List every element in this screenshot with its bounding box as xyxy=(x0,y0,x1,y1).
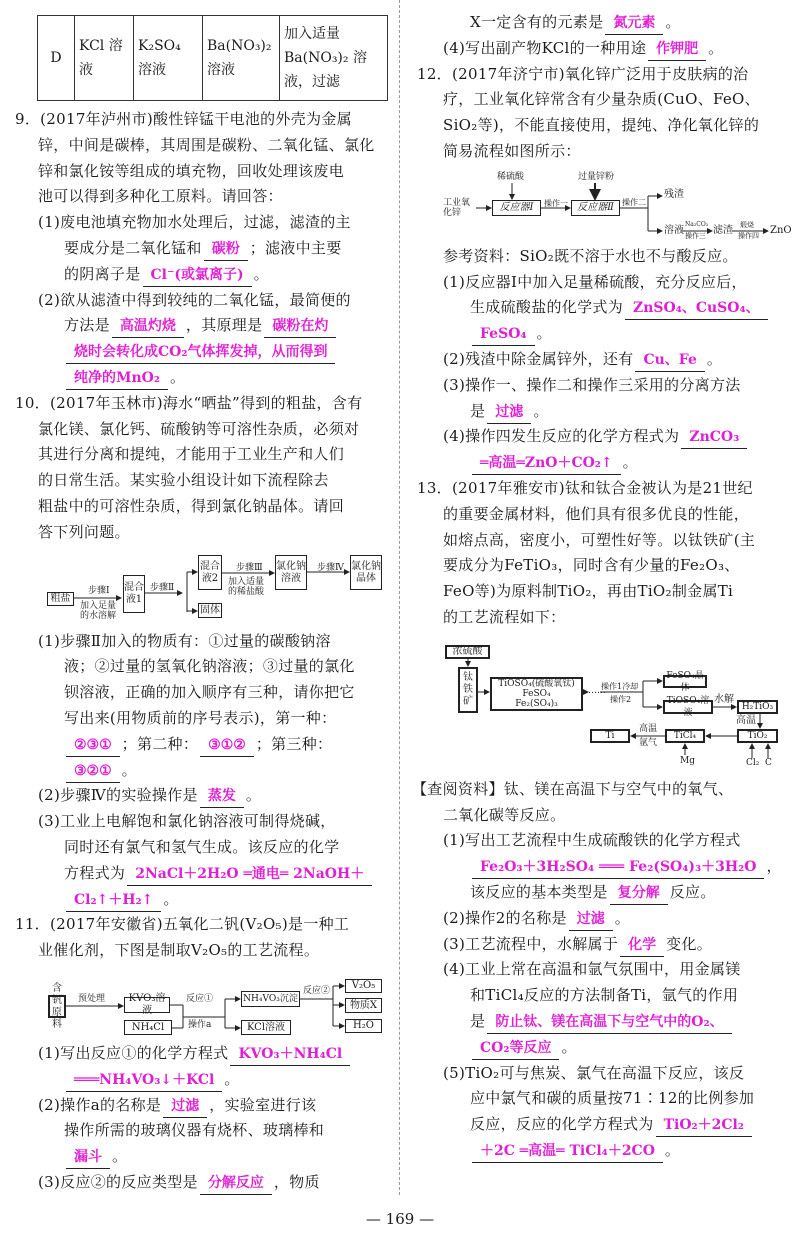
box-crude-salt: 粗盐 xyxy=(47,592,74,606)
text-segment: (3)工艺流程中，水解属于 xyxy=(443,934,619,953)
text-line xyxy=(64,235,342,261)
text-segment: 。 xyxy=(245,786,262,805)
label-argon: 氩气 xyxy=(639,738,658,748)
label-op1: 操作一 xyxy=(544,199,568,208)
text-line xyxy=(443,931,712,957)
text-line xyxy=(470,294,770,320)
text-line xyxy=(443,35,723,61)
text-segment: 的日常生活。某实验小组设计如下流程除去 xyxy=(38,471,329,490)
text-line xyxy=(443,423,749,449)
text-segment: 参考资料：SiO₂既不溶于水也不与酸反应。 xyxy=(443,246,738,265)
table-cell: D xyxy=(38,16,75,101)
answer-blank: 烧时会转化成CO₂气体挥发掉，从而得到 xyxy=(66,342,335,364)
table-cell: KCl 溶液 xyxy=(75,16,134,101)
column-divider xyxy=(399,0,400,1195)
text-line xyxy=(38,287,351,313)
answer-blank: Cl⁻(或氯离子) xyxy=(143,265,252,287)
text-segment: 的重要金属材料，他们具有很多优良的性能， xyxy=(443,504,750,523)
text-line xyxy=(470,853,782,879)
text-line xyxy=(443,112,759,138)
label-op1: 操作1冷却 xyxy=(601,682,639,691)
text-segment: (3)操作一、操作二和操作三采用的分离方法 xyxy=(443,375,741,394)
text-line xyxy=(470,1034,577,1060)
answer-blank: 化学 xyxy=(620,935,664,957)
text-line xyxy=(470,320,552,346)
answer-blank: ＋2C ═高温═ TiCl₄＋2CO xyxy=(472,1141,663,1163)
text-segment: ；滤液中主要 xyxy=(249,239,342,257)
label-op2: 操作二 xyxy=(622,198,646,207)
text-line xyxy=(470,449,638,475)
text-segment: 13．(2017年雅安市)钛和钛合金被认为是21世纪 xyxy=(417,479,753,497)
text-segment: 疗，工业氧化锌常含有少量杂质(CuO、FeO、 xyxy=(443,90,760,109)
text-segment: 答下列问题。 xyxy=(38,522,130,541)
text-segment: SiO₂等)，不能直接使用，提纯、净化氧化锌的 xyxy=(443,116,760,135)
answer-blank: 防止钛、镁在高温下与空气中的O₂、 xyxy=(487,1012,731,1034)
answer-blank: 碳粉在灼 xyxy=(264,316,336,338)
label-reaction2: 反应② xyxy=(303,986,331,996)
question-line xyxy=(15,106,352,132)
text-line xyxy=(443,346,722,372)
text-segment: 反应，反应的化学方程式为 xyxy=(470,1115,654,1134)
label-step2: 步骤Ⅱ xyxy=(150,583,175,593)
text-segment: 同时还有氯气和氢气生成。该反应的化学 xyxy=(64,838,340,856)
text-line xyxy=(443,86,760,112)
text-segment: 。 xyxy=(536,324,552,343)
text-segment: 写出来(用物质前的序号表示)，第一种： xyxy=(64,709,337,727)
text-line xyxy=(38,937,319,963)
text-segment: (1)反应器Ⅰ中加入足量稀硫酸，充分反应后， xyxy=(443,272,747,291)
page-number: — 169 — xyxy=(365,1210,435,1228)
box-kcl: KCl溶液 xyxy=(241,1020,291,1035)
text-line xyxy=(64,261,269,287)
text-line xyxy=(64,1117,324,1143)
answer-blank: 过滤 xyxy=(487,402,531,424)
text-segment: 其进行分离和提纯，才能用于工业生产和人们 xyxy=(38,445,345,464)
text-segment: 。 xyxy=(665,13,681,31)
label-zinc: 过量锌粉 xyxy=(578,172,615,182)
question-line xyxy=(15,911,349,937)
text-segment: 12．(2017年济宁市)氧化锌广泛用于皮肤病的治 xyxy=(417,64,749,83)
answer-blank: 2NaCl＋2H₂O ═通电═ 2NaOH＋ xyxy=(127,864,372,886)
answer-blank: ③②① xyxy=(66,761,120,783)
label-cl2: Cl₂ xyxy=(746,758,760,768)
text-segment: 。 xyxy=(163,889,179,908)
text-line xyxy=(443,372,741,398)
text-line xyxy=(38,158,344,184)
box-kvo3: KVO₃溶液 xyxy=(124,997,170,1013)
answer-blank: ②③① xyxy=(66,735,120,757)
label-step3-note: 加入适量的稀盐酸 xyxy=(228,577,265,597)
text-segment: (1)写出工艺流程中生成硫酸铁的化学方程式 xyxy=(443,831,741,850)
text-segment: FeO等)为原料制TiO₂，再由TiO₂制金属Ti xyxy=(443,582,734,601)
answer-blank: ═高温═ZnO＋CO₂↑ xyxy=(472,453,621,475)
box-h2o: H₂O xyxy=(345,1019,382,1033)
text-line xyxy=(38,493,344,519)
text-segment: 11．(2017年安徽省)五氧化二钒(V₂O₅)是一种工 xyxy=(15,915,350,934)
text-line xyxy=(64,705,336,731)
answer-blank: TiO₂＋2Cl₂ xyxy=(656,1115,752,1137)
label-solution: 溶液 xyxy=(664,225,684,236)
text-segment: 要成分为FeTiO₃，同时含有少量的Fe₂O₃、 xyxy=(443,556,740,575)
answer-blank: Cl₂↑＋H₂↑ xyxy=(66,890,161,912)
answer-blank: 复分解 xyxy=(610,883,668,905)
box-reactor2: 反应器Ⅱ xyxy=(571,200,620,216)
box-mixture xyxy=(490,677,583,711)
label-operation-a: 操作a xyxy=(188,1020,212,1030)
text-segment: 。 xyxy=(533,401,549,420)
text-segment: 。 xyxy=(170,368,186,386)
box-solid: 固体 xyxy=(198,603,222,618)
text-segment: 业催化剂，下图是制取V₂O₅的工艺流程。 xyxy=(38,941,320,960)
text-line xyxy=(470,1085,754,1111)
answer-blank: 纯净的MnO₂ xyxy=(66,368,168,390)
answer-blank: KVO₃＋NH₄Cl xyxy=(230,1044,350,1066)
answer-blank: ═══NH₄VO₃↓＋KCl xyxy=(66,1070,222,1092)
text-line xyxy=(443,802,565,828)
box-ticl4: TiCl₄ xyxy=(665,729,705,743)
label-residue: 残渣 xyxy=(664,189,684,200)
mixture-line: FeSO₄ xyxy=(522,689,551,699)
box-tio2: TiO₂ xyxy=(737,729,778,743)
options-table xyxy=(37,15,388,101)
answer-blank: 蒸发 xyxy=(200,786,244,808)
label-step3: 步骤Ⅲ xyxy=(236,563,263,573)
text-segment: (2)残渣中除金属锌外，还有 xyxy=(443,350,634,368)
box-ore: 钛铁矿 xyxy=(458,667,478,713)
answer-blank: 过滤 xyxy=(569,909,613,931)
text-line xyxy=(64,757,137,783)
text-segment: 。 xyxy=(112,1147,128,1166)
text-line xyxy=(64,1066,240,1092)
text-line xyxy=(64,834,339,860)
table-row xyxy=(38,16,388,101)
answer-blank: 高温灼烧 xyxy=(112,316,184,338)
text-segment: 要成分是二氧化锰和 xyxy=(64,239,202,257)
mixture-line: TiOSO₄(硫酸氧钛) xyxy=(498,679,575,689)
text-line xyxy=(443,269,747,295)
text-segment: 的阴离子是 xyxy=(64,264,141,283)
answer-blank: 碳粉 xyxy=(204,239,248,261)
text-segment: 。 xyxy=(614,908,631,927)
label-c: C xyxy=(765,758,772,768)
text-line xyxy=(470,1137,680,1163)
text-segment: 锌，中间是碳棒，其周围是碳粉、二氧化锰、氯化 xyxy=(38,135,375,154)
text-line xyxy=(443,552,740,578)
text-segment: 钡溶液，正确的加入顺序有三种，请你把它 xyxy=(64,683,355,702)
text-segment: 液；②过量的氢氧化钠溶液；③过量的氯化 xyxy=(64,657,355,676)
text-segment: 是 xyxy=(470,401,486,420)
text-line xyxy=(38,209,351,235)
table-cell: Ba(NO₃)₂ 溶液 xyxy=(203,16,280,101)
text-line xyxy=(470,1111,754,1137)
label-hydrolysis: 水解 xyxy=(714,694,734,705)
label-step4: 步骤Ⅳ xyxy=(317,563,344,573)
text-line xyxy=(64,364,185,390)
text-line xyxy=(443,243,738,269)
answer-blank: 漏斗 xyxy=(66,1147,110,1169)
text-line xyxy=(443,527,755,553)
text-segment: 。 xyxy=(253,264,269,283)
text-segment: (3)工业上电解饱和氯化钠溶液可制得烧碱， xyxy=(38,812,336,831)
label-reaction1: 反应① xyxy=(186,994,214,1004)
box-nh4cl: NH₄Cl xyxy=(124,1020,172,1035)
text-segment: ；第二种： xyxy=(121,734,199,753)
text-line xyxy=(38,782,261,808)
box-h2tio3: H₂TiO₃ xyxy=(737,700,778,714)
text-segment: (3)反应②的反应类型是 xyxy=(38,1173,198,1191)
text-segment: 池可以得到多种化工原料。请回答： xyxy=(38,187,283,206)
text-segment: 。 xyxy=(708,38,724,57)
label-calcine: 煅烧 xyxy=(740,221,754,229)
text-segment: 粗盐中的可溶性杂质，得到氯化钠晶体。请回 xyxy=(38,497,345,515)
text-segment: ，物质 xyxy=(273,1173,320,1191)
label-mg: Mg xyxy=(680,756,695,766)
answer-blank: Fe₂O₃＋3H₂SO₄ ═══ Fe₂(SO₄)₃＋3H₂O xyxy=(472,857,764,879)
label-step1: 步骤Ⅰ xyxy=(88,586,110,596)
label-dots: …… xyxy=(588,686,606,696)
text-segment: 。 xyxy=(664,1141,681,1159)
text-line xyxy=(64,1143,127,1169)
text-segment: (5)TiO₂可与焦炭、氯气在高温下反应，该反 xyxy=(443,1063,745,1082)
box-mix2: 混合液2 xyxy=(198,555,222,590)
table-cell: K₂SO₄ 溶液 xyxy=(134,16,203,101)
answer-blank: Cu、Fe xyxy=(635,350,704,372)
text-segment: 变化。 xyxy=(666,934,713,953)
text-line xyxy=(64,653,355,679)
text-segment: (1)步骤Ⅱ加入的物质有：①过量的碳酸钠溶 xyxy=(38,631,331,650)
text-line xyxy=(38,416,359,442)
text-segment: 9．(2017年泸州市)酸性锌锰干电池的外壳为金属 xyxy=(15,110,352,128)
text-line xyxy=(64,731,332,757)
label-high-temp: 高温 xyxy=(736,715,756,726)
text-line xyxy=(443,501,749,527)
text-segment: 如熔点高，密度小，可塑性好等。以钛铁矿(主 xyxy=(443,530,756,549)
table-cell: 加入适量 Ba(NO₃)₂ 溶液，过滤 xyxy=(280,16,388,101)
box-ti: Ti xyxy=(590,729,630,743)
text-segment: (1)写出反应①的化学方程式 xyxy=(38,1044,229,1062)
text-line xyxy=(470,1008,734,1034)
text-segment: 方程式为 xyxy=(64,863,126,882)
label-zno: ZnO xyxy=(770,225,792,236)
text-line xyxy=(38,467,329,493)
label-pretreat: 预处理 xyxy=(78,994,106,1004)
text-segment: 氯化镁、氯化钙、硫酸钠等可溶性杂质，必须对 xyxy=(38,419,360,438)
answer-blank: ZnSO₄、CuSO₄、 xyxy=(625,298,768,320)
text-line xyxy=(38,808,336,834)
text-segment: 。 xyxy=(561,1037,577,1056)
text-segment: (4)工业上常在高温和氩气氛围中，用金属镁 xyxy=(443,960,741,979)
answer-blank: FeSO₄ xyxy=(472,324,535,346)
box-reactor1: 反应器Ⅰ xyxy=(492,200,541,216)
text-line xyxy=(470,879,716,905)
text-segment: 该反应的基本类型是 xyxy=(470,883,608,901)
box-substance-x: 物质X xyxy=(345,998,382,1013)
text-segment: (2)欲从滤渣中得到较纯的二氧化锰，最简便的 xyxy=(38,290,351,309)
text-segment: 操作所需的玻璃仪器有烧杯、玻璃棒和 xyxy=(64,1121,325,1140)
text-line xyxy=(64,338,337,364)
text-segment: 10．(2017年玉林市)海水“晒盐”得到的粗盐，含有 xyxy=(15,393,363,412)
text-line xyxy=(38,132,375,158)
text-segment: ， xyxy=(766,857,782,876)
text-segment: 【查阅资料】钛、镁在高温下与空气中的氧气、 xyxy=(412,779,734,798)
label-step1-note: 加入足量的水溶解 xyxy=(80,601,117,621)
text-line xyxy=(38,441,344,467)
text-line xyxy=(38,628,331,654)
text-line xyxy=(470,9,681,35)
text-segment: ，实验室进行该 xyxy=(209,1095,317,1114)
box-feso4: FeSO₄晶体 xyxy=(663,675,707,688)
answer-blank: ③①② xyxy=(200,735,254,757)
answer-blank: ZnCO₃ xyxy=(681,427,747,449)
text-line xyxy=(443,604,565,630)
answer-blank: 分解反应 xyxy=(200,1173,272,1195)
text-line xyxy=(470,982,738,1008)
text-segment: X一定含有的元素是 xyxy=(470,13,604,31)
text-segment: 生成硫酸盐的化学式为 xyxy=(470,298,624,317)
text-line xyxy=(443,138,581,164)
box-conc-acid: 浓硫酸 xyxy=(445,645,490,659)
text-segment: (2)操作a的名称是 xyxy=(38,1095,162,1114)
label-high-temp2: 高温 xyxy=(639,724,658,734)
text-segment: 简易流程如图所示： xyxy=(443,142,581,160)
mixture-line: Fe₂(SO₄)₃ xyxy=(515,699,558,709)
text-line xyxy=(38,1040,352,1066)
text-line xyxy=(443,956,741,982)
text-segment: 。 xyxy=(224,1069,240,1088)
text-segment: 反应。 xyxy=(669,883,716,901)
text-segment: ；第三种： xyxy=(255,734,333,753)
box-nacl-solution: 氯化钠溶液 xyxy=(275,555,307,590)
answer-blank: 氮元素 xyxy=(605,13,663,35)
text-segment: 。 xyxy=(121,760,137,779)
question-line xyxy=(417,61,748,87)
text-segment: (4)操作四发生反应的化学方程式为 xyxy=(443,427,680,446)
answer-blank: CO₂等反应 xyxy=(472,1038,559,1060)
text-segment: 方法是 xyxy=(64,316,110,335)
text-line xyxy=(64,860,374,886)
text-line xyxy=(470,398,549,424)
text-line xyxy=(64,886,179,912)
text-line xyxy=(443,905,630,931)
text-line xyxy=(412,776,733,802)
box-nacl-crystal: 氯化钠晶体 xyxy=(350,555,382,590)
label-acid: 稀硫酸 xyxy=(497,172,525,182)
box-tioso4: TiOSO₄溶液 xyxy=(663,700,713,714)
text-line xyxy=(38,519,130,545)
box-raw: 含钒原料 xyxy=(48,995,66,1018)
text-segment: 二氧化碳等反应。 xyxy=(443,805,566,824)
text-line xyxy=(443,827,741,853)
box-v2o5: V₂O₅ xyxy=(345,979,382,993)
label-op3: 操作三 xyxy=(685,232,706,240)
question-line xyxy=(417,475,753,501)
text-line xyxy=(443,578,733,604)
text-segment: 。 xyxy=(622,453,638,472)
label-feed: 工业氧化锌 xyxy=(443,198,471,218)
text-line xyxy=(64,312,338,338)
answer-blank: 作钾肥 xyxy=(648,39,706,61)
text-segment: 应中氯气和碳的质量按71∶12的比例参加 xyxy=(470,1089,755,1108)
box-mix1: 混合液1 xyxy=(123,575,145,613)
label-filter-residue: 滤渣 xyxy=(713,225,733,236)
text-segment: 是 xyxy=(470,1012,486,1030)
text-line xyxy=(64,679,355,705)
question-line xyxy=(15,390,362,416)
text-segment: (2)步骤Ⅳ的实验操作是 xyxy=(38,786,198,805)
text-segment: 和TiCl₄反应的方法制备Ti，氩气的作用 xyxy=(470,986,739,1005)
text-segment: 锌和氯化铵等组成的填充物，回收处理该废电 xyxy=(38,161,345,180)
text-segment: 。 xyxy=(706,350,723,368)
label-na2co3: Na₂CO₃ xyxy=(685,221,709,228)
text-line xyxy=(38,1169,320,1195)
text-segment: (1)废电池填充物加水处理后，过滤，滤渣的主 xyxy=(38,213,351,232)
text-segment: (2)操作2的名称是 xyxy=(443,908,567,927)
label-op2: 操作2 xyxy=(610,695,632,704)
text-line xyxy=(443,1060,744,1086)
box-nh4vo3: NH₄VO₃沉淀 xyxy=(241,991,300,1007)
text-segment: 的工艺流程如下： xyxy=(443,608,566,626)
text-line xyxy=(38,1092,316,1118)
label-op4: 操作四 xyxy=(738,232,759,240)
text-line xyxy=(38,183,283,209)
text-segment: (4)写出副产物KCl的一种用途 xyxy=(443,38,647,57)
answer-blank: 过滤 xyxy=(163,1096,207,1118)
text-segment: ，其原理是 xyxy=(185,316,263,335)
